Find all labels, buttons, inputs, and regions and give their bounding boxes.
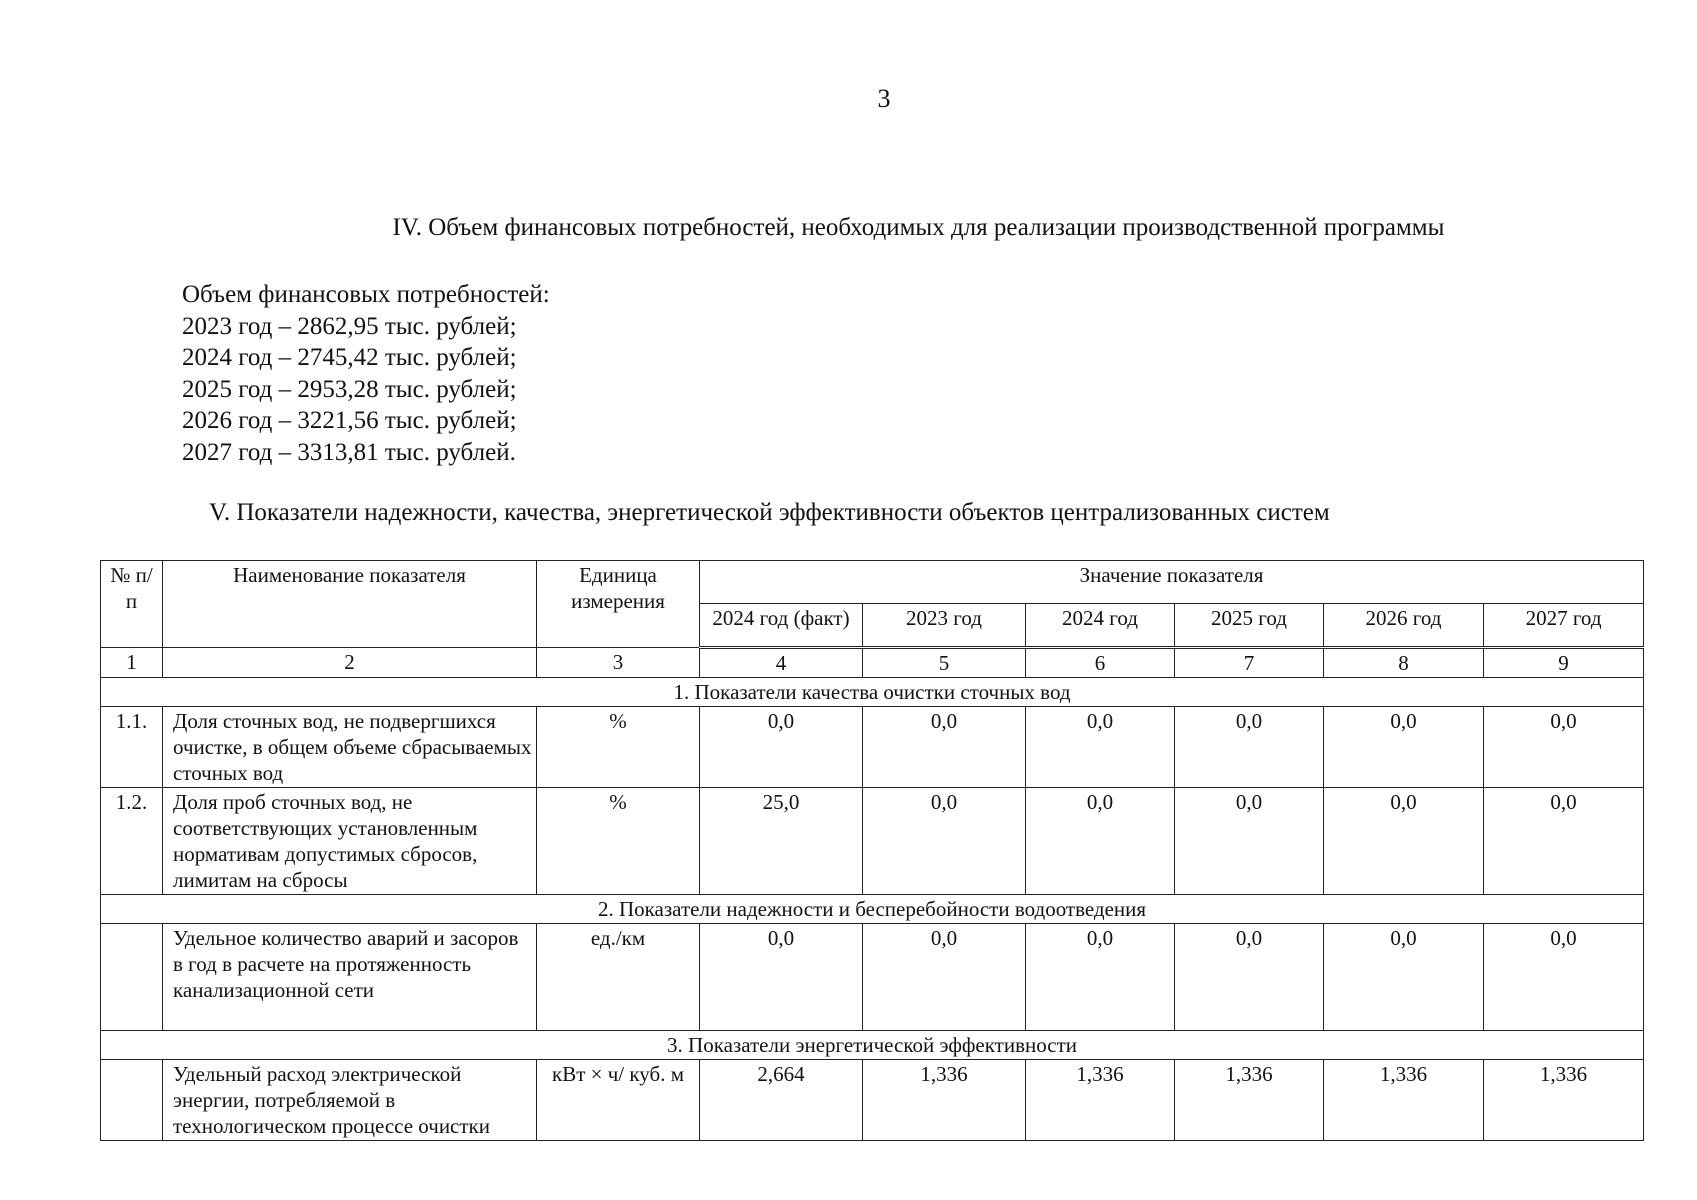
- col-number: 4: [700, 648, 863, 678]
- section-row: [101, 678, 1644, 707]
- header-year: 2024 год: [1026, 603, 1175, 647]
- col-number: 2: [163, 648, 537, 678]
- finance-line: 2027 год – 3313,81 тыс. рублей.: [182, 438, 516, 466]
- header-row: [101, 561, 1644, 604]
- section-4-title: IV. Объем финансовых потребностей, необходимых для реализации производственной программы: [392, 214, 1445, 241]
- row-value: 0,0: [1324, 924, 1484, 1031]
- row-value: 2,664: [700, 1060, 863, 1141]
- section-row: [101, 1031, 1644, 1060]
- finance-block: [182, 279, 550, 468]
- section-row: [101, 895, 1644, 924]
- row-name: Доля сточных вод, не подвергшихся очистке, в общем объеме сбрасываемых сточных вод: [163, 707, 537, 788]
- finance-intro: Объем финансовых потребностей:: [182, 281, 550, 308]
- finance-line: 2025 год – 2953,28 тыс. рублей;: [182, 375, 517, 403]
- row-value: 0,0: [700, 924, 863, 1031]
- col-number: 6: [1026, 648, 1175, 678]
- row-name: Удельный расход электрической энергии, потребляемой в технологическом процессе очистки: [163, 1060, 537, 1141]
- page-number: 3: [877, 84, 891, 113]
- col-number: 3: [537, 648, 700, 678]
- row-value: 1,336: [1484, 1060, 1644, 1141]
- header-unit: Единица измерения: [537, 561, 700, 648]
- indicators-table: [100, 560, 1644, 1141]
- row-num: [101, 1060, 163, 1141]
- row-value: 0,0: [1484, 707, 1644, 788]
- section-5-title: V. Показатели надежности, качества, энергетической эффективности объектов централизованных систем: [209, 499, 1330, 526]
- finance-line: 2026 год – 3221,56 тыс. рублей;: [182, 407, 517, 434]
- section-title: 3. Показатели энергетической эффективности: [101, 1031, 1644, 1060]
- row-value: 0,0: [863, 788, 1026, 895]
- row-value: 0,0: [700, 707, 863, 788]
- table-row: [101, 788, 1644, 895]
- row-unit: %: [537, 788, 700, 895]
- row-unit: %: [537, 707, 700, 788]
- row-value: 1,336: [1324, 1060, 1484, 1141]
- finance-line: 2024 год – 2745,42 тыс. рублей;: [182, 344, 517, 371]
- row-value: 0,0: [863, 924, 1026, 1031]
- table-row: [101, 924, 1644, 1031]
- table-row: [101, 1060, 1644, 1141]
- header-year: 2027 год: [1484, 603, 1644, 647]
- row-value: 1,336: [1175, 1060, 1324, 1141]
- row-value: 1,336: [1026, 1060, 1175, 1141]
- row-value: 1,336: [863, 1060, 1026, 1141]
- section-title: 2. Показатели надежности и бесперебойности водоотведения: [101, 895, 1644, 924]
- section-title: 1. Показатели качества очистки сточных вод: [101, 678, 1644, 707]
- column-numbers-row: [101, 648, 1644, 678]
- header-year: 2024 год (факт): [700, 603, 863, 647]
- row-value: 0,0: [1026, 924, 1175, 1031]
- col-number: 9: [1484, 648, 1644, 678]
- header-year: 2023 год: [863, 603, 1026, 647]
- row-value: 0,0: [1484, 924, 1644, 1031]
- header-year: 2025 год: [1175, 603, 1324, 647]
- row-unit: кВт × ч/ куб. м: [537, 1060, 700, 1141]
- row-num: [101, 924, 163, 1031]
- row-value: 0,0: [1175, 788, 1324, 895]
- row-value: 0,0: [863, 707, 1026, 788]
- row-value: 0,0: [1175, 924, 1324, 1031]
- row-value: 0,0: [1026, 707, 1175, 788]
- row-name: Удельное количество аварий и засоров в год в расчете на протяженность канализационной сети: [163, 924, 537, 1031]
- header-year: 2026 год: [1324, 603, 1484, 647]
- col-number: 8: [1324, 648, 1484, 678]
- header-num: № п/п: [101, 561, 163, 648]
- row-value: 0,0: [1324, 707, 1484, 788]
- finance-line: 2023 год – 2862,95 тыс. рублей;: [182, 312, 517, 340]
- row-value: 0,0: [1484, 788, 1644, 895]
- row-unit: ед./км: [537, 924, 700, 1031]
- row-num: 1.2.: [101, 788, 163, 895]
- row-value: 0,0: [1324, 788, 1484, 895]
- row-value: 0,0: [1026, 788, 1175, 895]
- row-num: 1.1.: [101, 707, 163, 788]
- row-value: 25,0: [700, 788, 863, 895]
- header-name: Наименование показателя: [163, 561, 537, 648]
- col-number: 1: [101, 648, 163, 678]
- table-row: [101, 707, 1644, 788]
- row-name: Доля проб сточных вод, не соответствующих установленным нормативам допустимых сбросов, лимитам на сбросы: [163, 788, 537, 895]
- col-number: 5: [863, 648, 1026, 678]
- header-value-group: Значение показателя: [700, 561, 1644, 604]
- col-number: 7: [1175, 648, 1324, 678]
- row-value: 0,0: [1175, 707, 1324, 788]
